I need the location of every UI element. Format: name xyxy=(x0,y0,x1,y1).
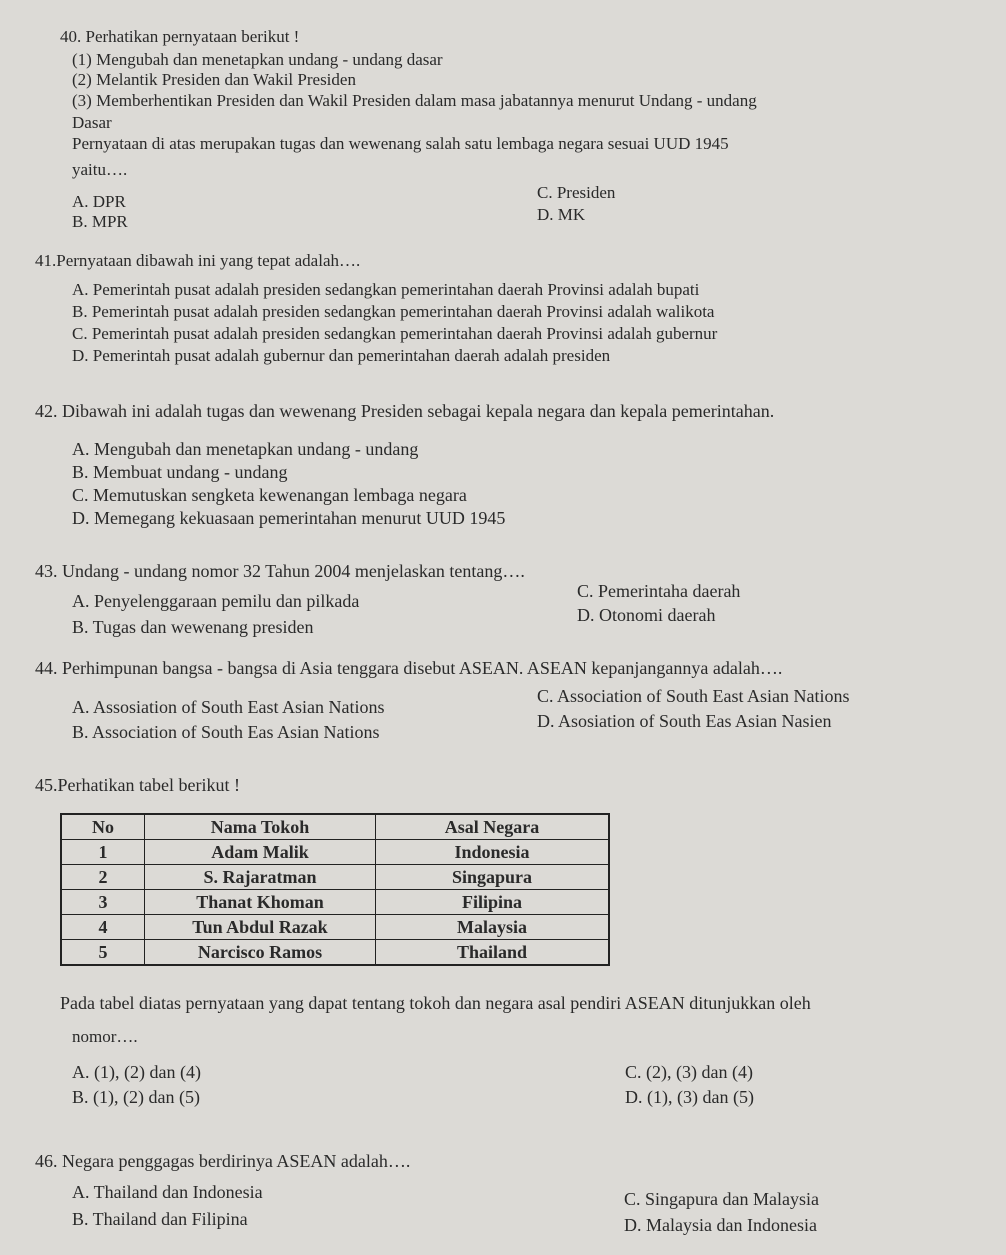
q40-question-cont: yaitu…. xyxy=(72,160,128,179)
q40-statement-1: (1) Mengubah dan menetapkan undang - undang dasar xyxy=(72,50,443,69)
q43-option-b[interactable]: B. Tugas dan wewenang presiden xyxy=(72,617,314,637)
q41-option-d[interactable]: D. Pemerintah pusat adalah gubernur dan pemerintahan daerah adalah presiden xyxy=(72,346,611,365)
cell-no: 5 xyxy=(61,940,145,966)
q44-option-b[interactable]: B. Association of South Eas Asian Nations xyxy=(72,722,380,742)
q45-option-b[interactable]: B. (1), (2) dan (5) xyxy=(72,1087,200,1107)
q43-option-d[interactable]: D. Otonomi daerah xyxy=(577,605,716,625)
q45-stem: 45.Perhatikan tabel berikut ! xyxy=(35,775,240,795)
cell-no: 1 xyxy=(61,840,145,865)
q40-statement-3-cont: Dasar xyxy=(72,113,112,132)
founders-table xyxy=(60,813,610,966)
q44-option-d[interactable]: D. Asosiation of South Eas Asian Nasien xyxy=(537,711,832,731)
q40-option-c[interactable]: C. Presiden xyxy=(537,183,616,202)
q46-option-d[interactable]: D. Malaysia dan Indonesia xyxy=(624,1215,817,1235)
cell-nama: Adam Malik xyxy=(145,840,376,865)
q41-option-b[interactable]: B. Pemerintah pusat adalah presiden sedangkan pemerintahan daerah Provinsi adalah walikota xyxy=(72,302,715,321)
q46-option-b[interactable]: B. Thailand dan Filipina xyxy=(72,1209,248,1229)
q40-question: Pernyataan di atas merupakan tugas dan wewenang salah satu lembaga negara sesuai UUD 1945 xyxy=(72,134,729,153)
q43-option-c[interactable]: C. Pemerintaha daerah xyxy=(577,581,741,601)
q45-question-cont: nomor…. xyxy=(72,1027,138,1046)
q41-option-c[interactable]: C. Pemerintah pusat adalah presiden sedangkan pemerintahan daerah Provinsi adalah gubernur xyxy=(72,324,718,343)
q46-stem: 46. Negara penggagas berdirinya ASEAN adalah…. xyxy=(35,1151,411,1171)
q42-option-a[interactable]: A. Mengubah dan menetapkan undang - undang xyxy=(72,439,419,459)
q45-option-d[interactable]: D. (1), (3) dan (5) xyxy=(625,1087,754,1107)
cell-negara: Singapura xyxy=(376,865,610,890)
q42-stem: 42. Dibawah ini adalah tugas dan wewenang Presiden sebagai kepala negara dan kepala pemerintahan. xyxy=(35,401,775,421)
cell-no: 4 xyxy=(61,915,145,940)
table-row xyxy=(61,890,609,915)
q44-option-a[interactable]: A. Assosiation of South East Asian Nations xyxy=(72,697,385,717)
table-header-row xyxy=(61,814,609,840)
q40-stem: 40. Perhatikan pernyataan berikut ! xyxy=(60,27,300,46)
q43-stem: 43. Undang - undang nomor 32 Tahun 2004 menjelaskan tentang…. xyxy=(35,561,525,581)
cell-nama: Narcisco Ramos xyxy=(145,940,376,966)
q42-option-b[interactable]: B. Membuat undang - undang xyxy=(72,462,288,482)
cell-negara: Thailand xyxy=(376,940,610,966)
table-row xyxy=(61,915,609,940)
q42-option-c[interactable]: C. Memutuskan sengketa kewenangan lembaga negara xyxy=(72,485,467,505)
cell-negara: Malaysia xyxy=(376,915,610,940)
q40-option-b[interactable]: B. MPR xyxy=(72,212,128,231)
q41-option-a[interactable]: A. Pemerintah pusat adalah presiden sedangkan pemerintahan daerah Provinsi adalah bupati xyxy=(72,280,700,299)
table-row xyxy=(61,840,609,865)
q46-option-a[interactable]: A. Thailand dan Indonesia xyxy=(72,1182,263,1202)
table-row xyxy=(61,940,609,966)
q40-statement-3: (3) Memberhentikan Presiden dan Wakil Presiden dalam masa jabatannya menurut Undang - undang xyxy=(72,91,757,110)
q42-option-d[interactable]: D. Memegang kekuasaan pemerintahan menurut UUD 1945 xyxy=(72,508,506,528)
q40-option-d[interactable]: D. MK xyxy=(537,205,586,224)
header-asal-negara: Asal Negara xyxy=(376,814,610,840)
q45-question: Pada tabel diatas pernyataan yang dapat tentang tokoh dan negara asal pendiri ASEAN ditunjukkan oleh xyxy=(60,993,811,1013)
table-row xyxy=(61,865,609,890)
cell-nama: Tun Abdul Razak xyxy=(145,915,376,940)
cell-no: 3 xyxy=(61,890,145,915)
q44-option-c[interactable]: C. Association of South East Asian Nations xyxy=(537,686,850,706)
q43-option-a[interactable]: A. Penyelenggaraan pemilu dan pilkada xyxy=(72,591,360,611)
q45-option-c[interactable]: C. (2), (3) dan (4) xyxy=(625,1062,753,1082)
cell-nama: Thanat Khoman xyxy=(145,890,376,915)
cell-no: 2 xyxy=(61,865,145,890)
q40-option-a[interactable]: A. DPR xyxy=(72,192,126,211)
cell-nama: S. Rajaratman xyxy=(145,865,376,890)
q46-option-c[interactable]: C. Singapura dan Malaysia xyxy=(624,1189,819,1209)
q45-option-a[interactable]: A. (1), (2) dan (4) xyxy=(72,1062,201,1082)
q44-stem: 44. Perhimpunan bangsa - bangsa di Asia tenggara disebut ASEAN. ASEAN kepanjangannya adalah…. xyxy=(35,658,783,678)
header-no: No xyxy=(61,814,145,840)
q40-statement-2: (2) Melantik Presiden dan Wakil Presiden xyxy=(72,70,356,89)
q41-stem: 41.Pernyataan dibawah ini yang tepat adalah…. xyxy=(35,251,361,270)
header-nama-tokoh: Nama Tokoh xyxy=(145,814,376,840)
cell-negara: Indonesia xyxy=(376,840,610,865)
cell-negara: Filipina xyxy=(376,890,610,915)
